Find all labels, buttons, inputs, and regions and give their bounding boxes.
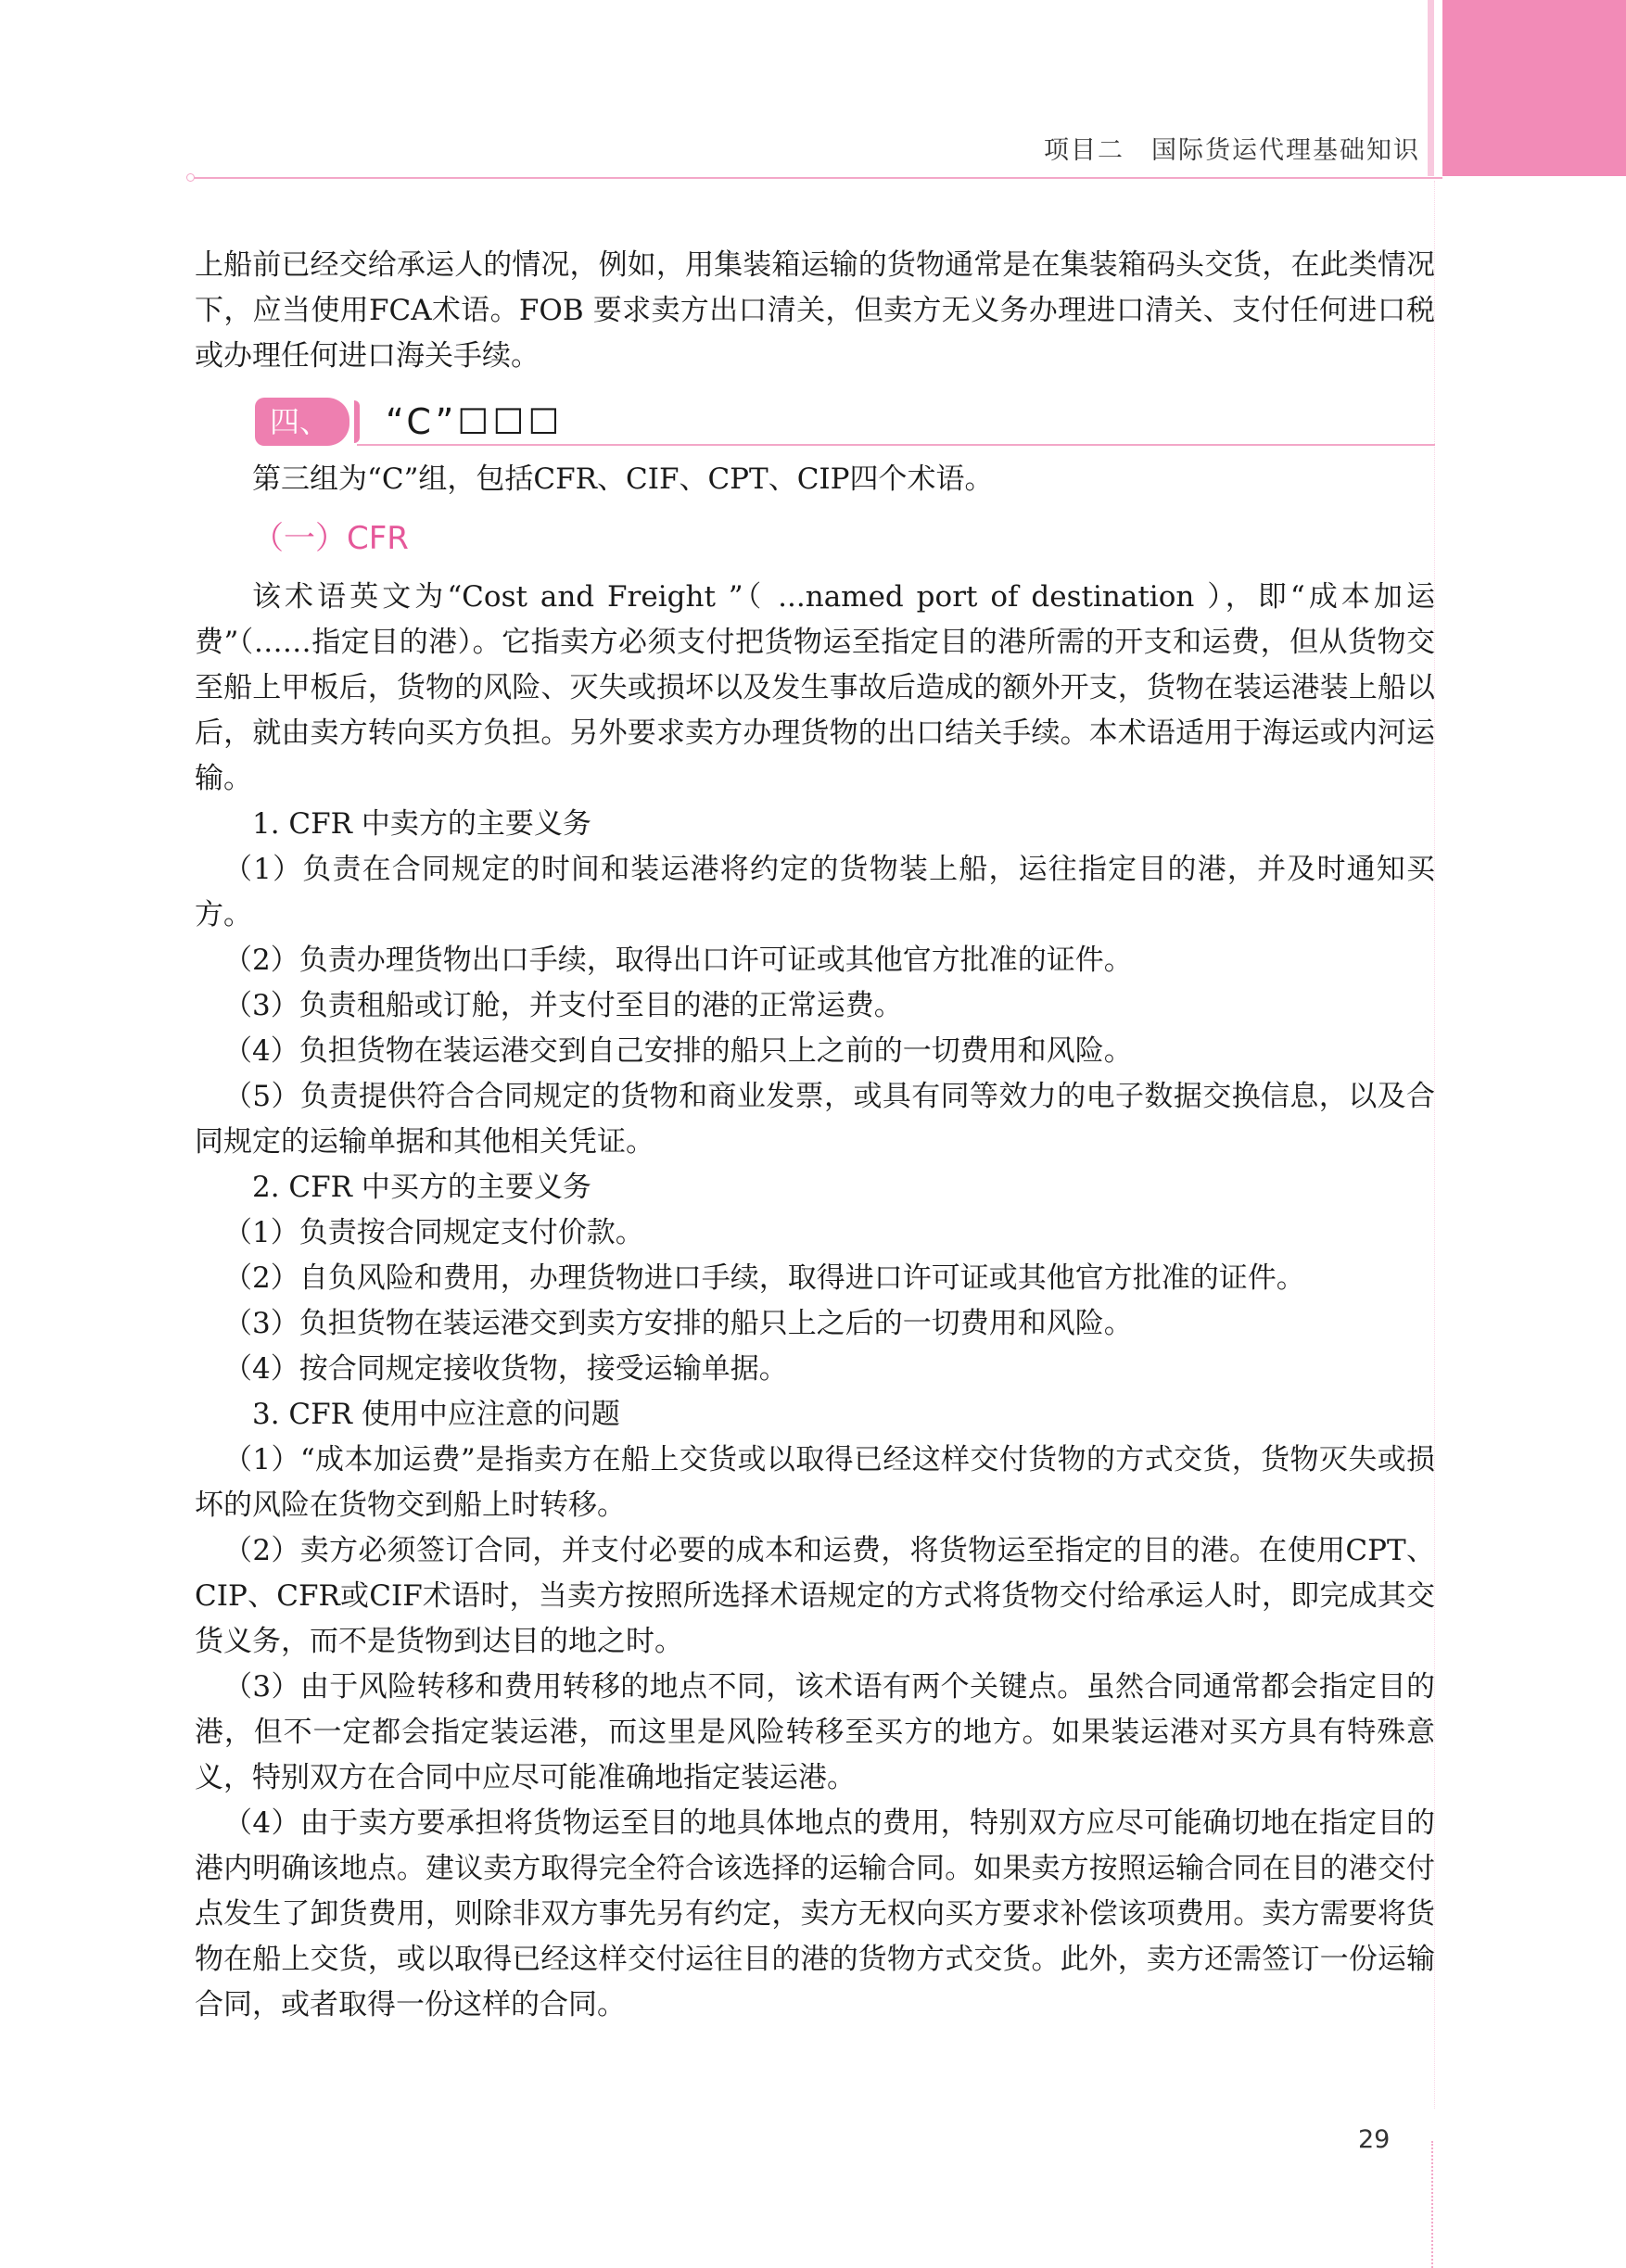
list-item: （4）按合同规定接收货物，接受运输单据。	[223, 1352, 788, 1386]
top-paragraph: 上船前已经交给承运人的情况，例如，用集装箱运输的货物通常是在集装箱码头交货，在此类情况下，应当使用FCA术语。FOB 要求卖方出口清关，但卖方无义务办理进口清关、支付任何进口税或办理任何进口海关手续。	[195, 248, 1435, 373]
list-item: （3）负担货物在装运港交到卖方安排的船只上之后的一切费用和风险。	[223, 1307, 1133, 1340]
list-item: （4）负担货物在装运港交到自己安排的船只上之前的一切费用和风险。	[223, 1034, 1133, 1068]
list-item: （2）卖方必须签订合同，并支付必要的成本和运费，将货物运至指定的目的港。在使用CPT、CIP、CFR或CIF术语时，当卖方按照所选择术语规定的方式将货物交付给承运人时，即完成其交货义务，而不是货物到达目的地之时。	[195, 1534, 1435, 1658]
list-item: （4）由于卖方要承担将货物运至目的地具体地点的费用，特别双方应尽可能确切地在指定目的港内明确该地点。建议卖方取得完全符合该选择的运输合同。如果卖方按照运输合同在目的港交付点发生了卸货费用，则除非双方事先另有约定，卖方无权向买方要求补偿该项费用。卖方需要将货物在船上交货，或以取得已经这样交付运往目的港的货物方式交货。此外，卖方还需签订一份运输合同，或者取得一份这样的合同。	[195, 1806, 1435, 2021]
badge-tail	[354, 400, 360, 443]
section-heading	[255, 394, 1435, 450]
running-header: 项目二 国际货运代理基础知识	[1044, 136, 1420, 165]
header-rule-dot	[186, 173, 195, 182]
section-number-badge: 四、	[255, 398, 349, 446]
list-item: （2）负责办理货物出口手续，取得出口许可证或其他官方批准的证件。	[223, 944, 1133, 977]
header-accent-stripe	[1428, 0, 1434, 176]
list-item: （3）由于风险转移和费用转移的地点不同，该术语有两个关键点。虽然合同通常都会指定目的港，但不一定都会指定装运港，而这里是风险转移至买方的地方。如果装运港对买方具有特殊意义，特别双方在合同中应尽可能准确地指定装运港。	[195, 1670, 1435, 1794]
header-color-tab	[1442, 0, 1626, 176]
list-item: （1）负责按合同规定支付价款。	[223, 1216, 644, 1249]
buyer-heading: 2. CFR 中买方的主要义务	[252, 1171, 591, 1204]
seller-heading: 1. CFR 中卖方的主要义务	[252, 807, 591, 841]
header-rule	[190, 177, 1442, 179]
list-item: （1）负责在合同规定的时间和装运港将约定的货物装上船，运往指定目的港，并及时通知买方。	[195, 853, 1435, 931]
page-number-rule	[1431, 2141, 1435, 2268]
section-rule	[357, 444, 1435, 446]
section-intro: 第三组为“C”组，包括CFR、CIF、CPT、CIP四个术语。	[252, 462, 994, 496]
list-item: （5）负责提供符合合同规定的货物和商业发票，或具有同等效力的电子数据交换信息，以及合同规定的运输单据和其他相关凭证。	[195, 1080, 1435, 1159]
section-title: “C”☐☐☐	[386, 401, 564, 442]
cfr-definition: 该术语英文为“Cost and Freight ”（ ...named port of destination ），即“成本加运费”（……指定目的港）。它指卖方必须支付把货物运至指定目的港所需的开支和运费，但从货物交至船上甲板后，货物的风险、灭失或损坏以及发生事故后造成的额外开支，货物在装运港装上船以后，就由卖方转向买方负担。另外要求卖方办理货物的出口结关手续。本术语适用于海运或内河运输。	[195, 580, 1435, 795]
list-item: （3）负责租船或订舱，并支付至目的港的正常运费。	[223, 989, 903, 1022]
notes-heading: 3. CFR 使用中应注意的问题	[252, 1398, 620, 1431]
list-item: （1）“成本加运费”是指卖方在船上交货或以取得已经这样交付货物的方式交货，货物灭失或损坏的风险在货物交到船上时转移。	[195, 1443, 1435, 1522]
page-number: 29	[1358, 2125, 1391, 2154]
page-body	[195, 243, 1435, 2028]
subheading-cfr: （一）CFR	[252, 520, 409, 557]
list-item: （2）自负风险和费用，办理货物进口手续，取得进口许可证或其他官方批准的证件。	[223, 1261, 1305, 1295]
